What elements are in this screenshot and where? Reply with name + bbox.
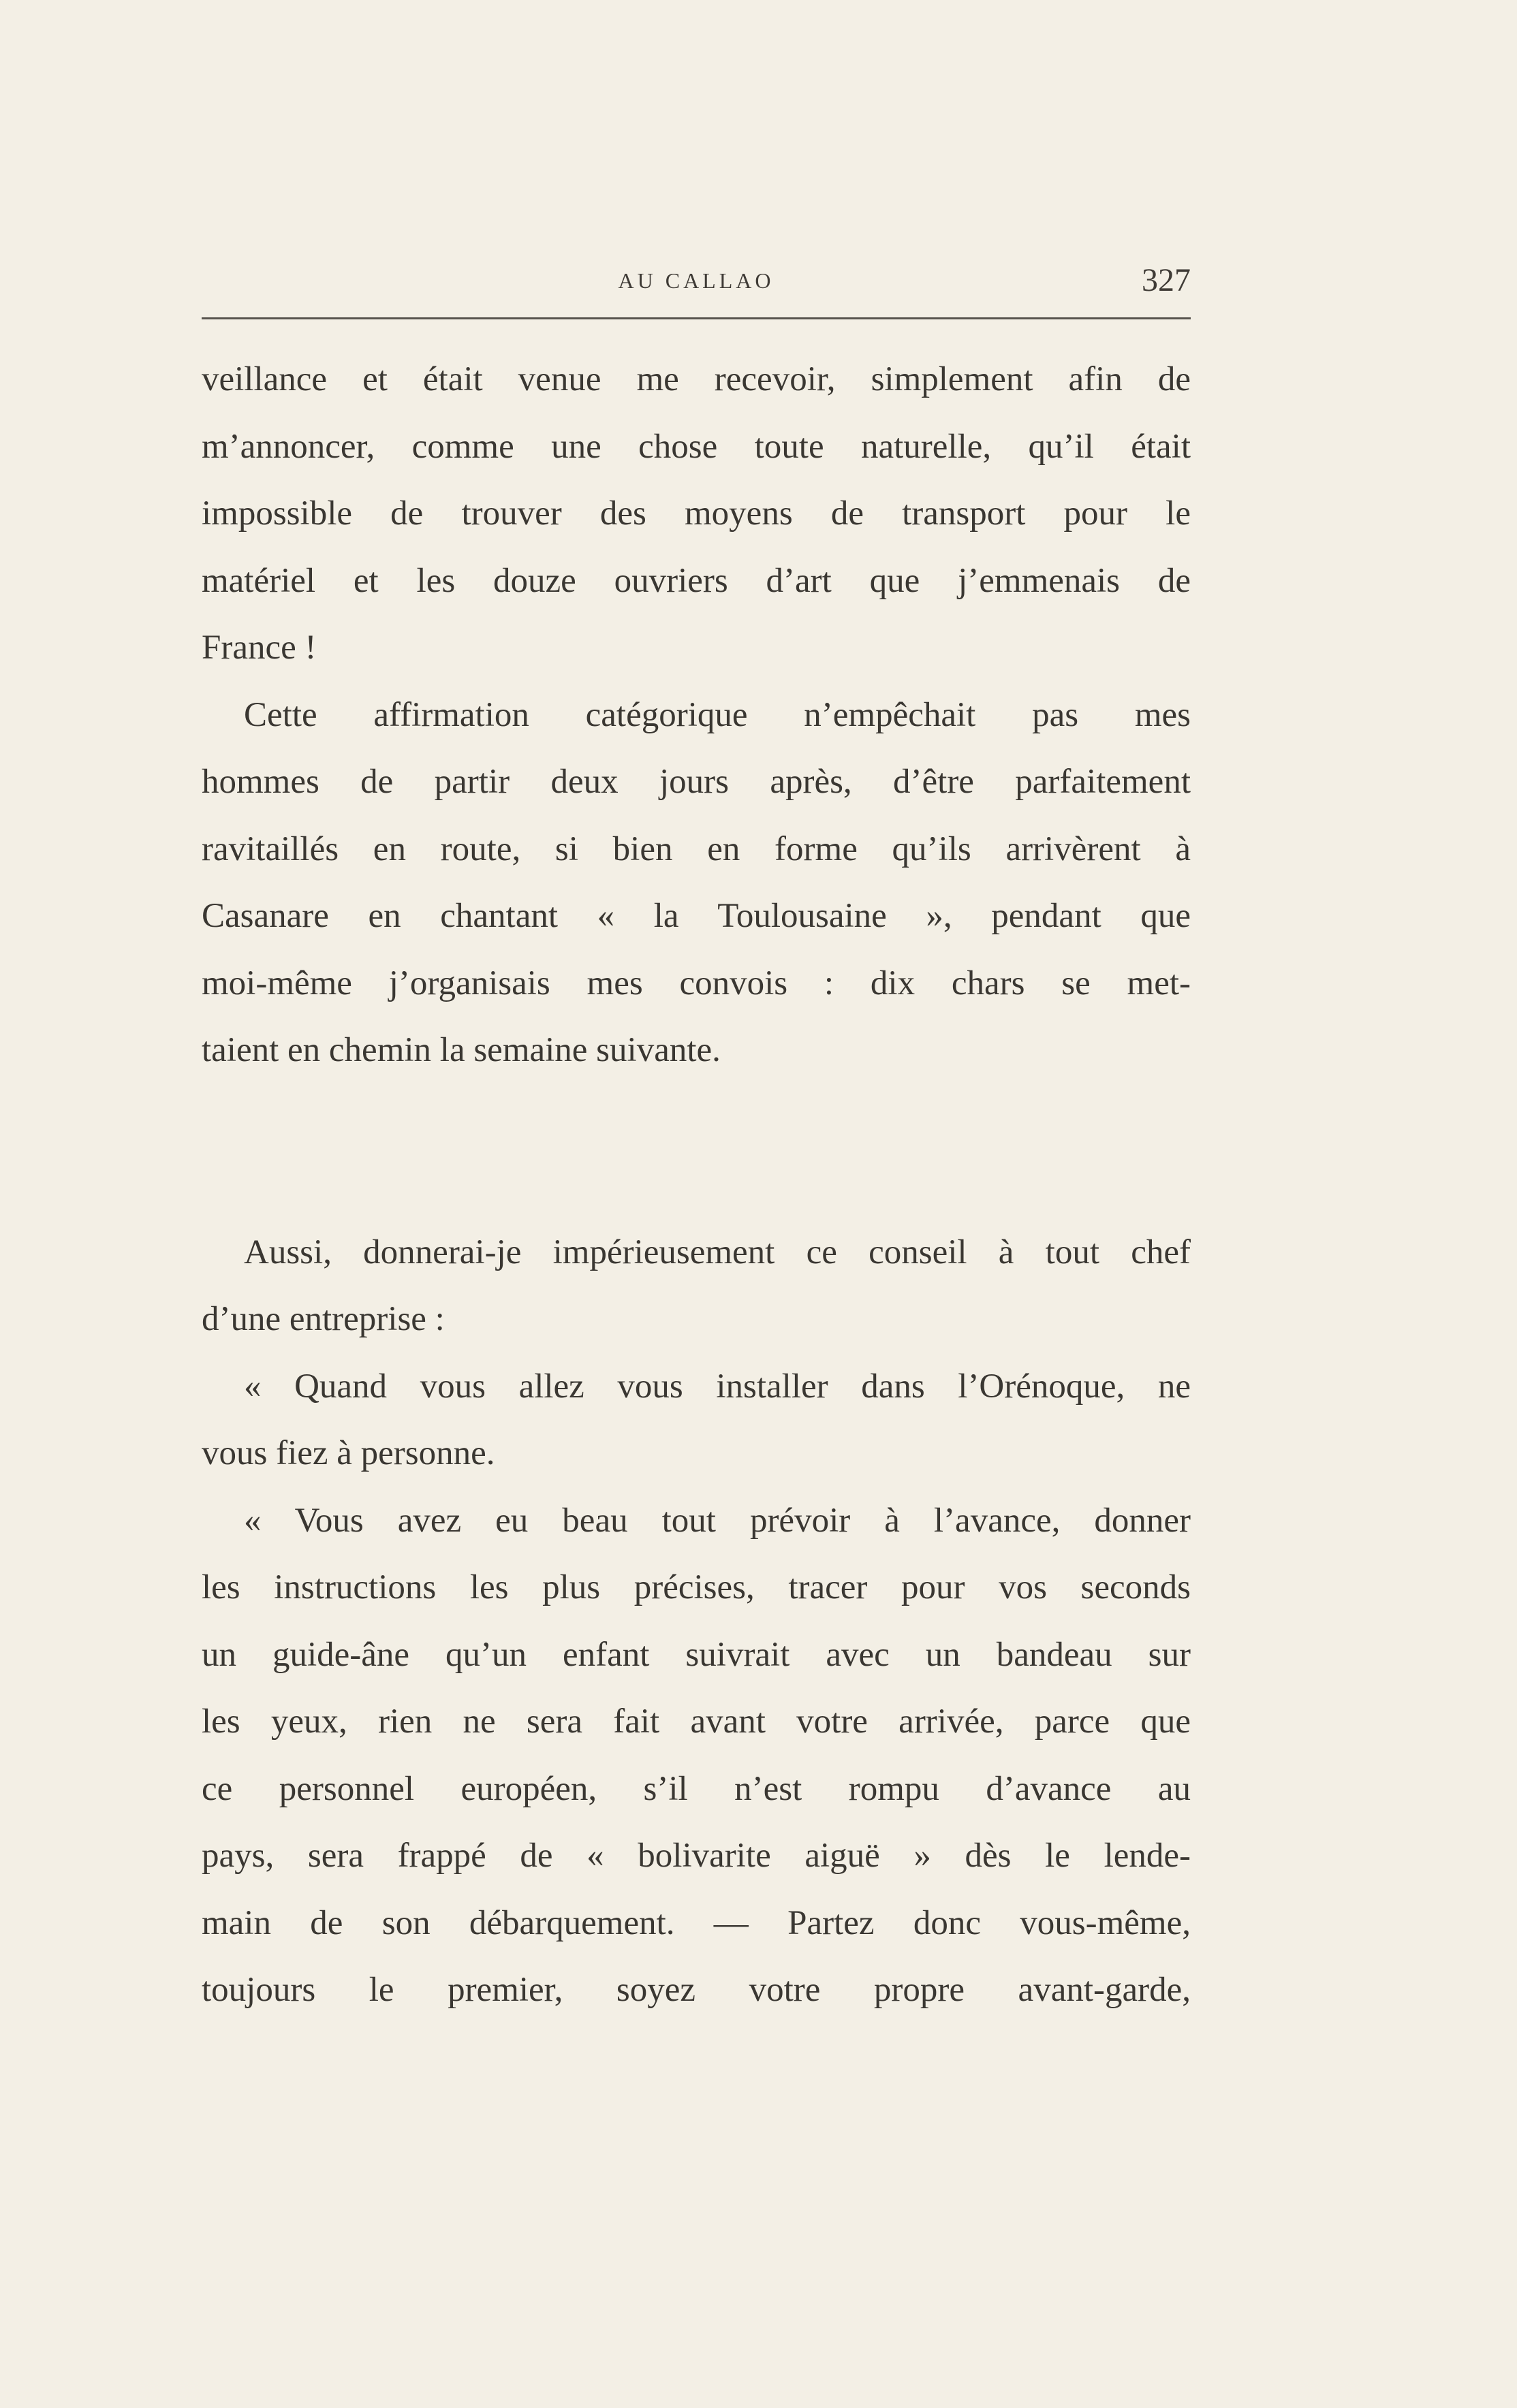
text-line: ce personnel européen, s’il n’est rompu d’avance au [202,1769,1191,1808]
text-line: toujours le premier, soyez votre propre avant-garde, [202,1971,1191,2009]
text-line: matériel et les douze ouvriers d’art que j’emmenais de [202,561,1191,600]
paragraph-4 [202,1353,1191,1487]
text-line: un guide-âne qu’un enfant suivrait avec un bandeau sur [202,1635,1191,1674]
body-text [202,346,1191,2024]
text-line: m’annoncer, comme une chose toute naturelle, qu’il était [202,427,1191,466]
text-line: « Quand vous allez vous installer dans l’Orénoque, ne [244,1367,1191,1406]
text-line: les yeux, rien ne sera fait avant votre arrivée, parce que [202,1702,1191,1741]
text-line: impossible de trouver des moyens de transport pour le [202,494,1191,533]
paragraph-3 [202,1219,1191,1353]
text-line: Cette affirmation catégorique n’empêchait pas mes [244,695,1191,734]
paragraph-2 [202,682,1191,1084]
running-head [202,264,1191,305]
text-line: France ! [202,629,317,667]
header-rule [202,317,1191,319]
text-line: taient en chemin la semaine suivante. [202,1031,721,1069]
text-line: Aussi, donnerai-je impérieusement ce conseil à tout chef [244,1233,1191,1271]
running-title: AU CALLAO [618,268,775,293]
text-line: d’une entreprise : [202,1300,445,1338]
text-line: les instructions les plus précises, tracer pour vos seconds [202,1568,1191,1606]
paragraph-5 [202,1487,1191,2024]
page-number: 327 [1142,262,1191,298]
text-line: Casanare en chantant « la Toulousaine », pendant que [202,897,1191,935]
text-line: pays, sera frappé de « bolivarite aiguë » dès le lende- [202,1837,1191,1875]
text-line: hommes de partir deux jours après, d’être parfaitement [202,763,1191,801]
text-line: ravitaillés en route, si bien en forme qu’ils arrivèrent à [202,829,1191,868]
text-line: « Vous avez eu beau tout prévoir à l’avance, donner [244,1501,1191,1540]
text-line: veillance et était venue me recevoir, simplement afin de [202,360,1191,398]
paragraph-1 [202,346,1191,682]
text-line: main de son débarquement. — Partez donc vous-même, [202,1903,1191,1942]
text-line: moi-même j’organisais mes convois : dix chars se met- [202,964,1191,1002]
text-line: vous fiez à personne. [202,1434,495,1472]
section-break [202,1084,1191,1219]
